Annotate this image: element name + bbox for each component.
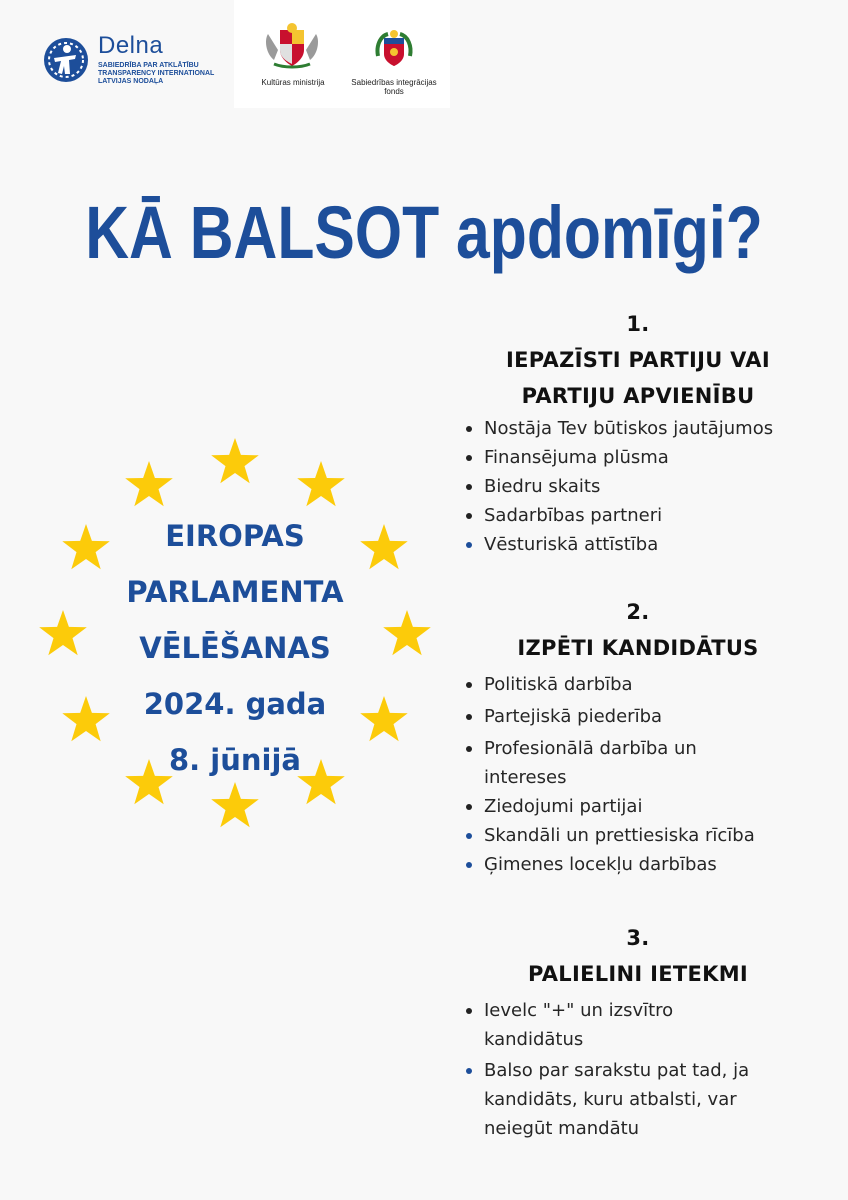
eu-star-icon <box>211 438 259 483</box>
delna-logo <box>42 34 222 94</box>
step-1-section <box>448 306 828 559</box>
delna-subtitle-line: TRANSPARENCY INTERNATIONAL <box>98 70 215 77</box>
list-item: Ģimenes locekļu darbības <box>448 850 828 879</box>
eu-badge-text <box>110 508 360 788</box>
eu-star-icon <box>211 782 259 827</box>
eu-star-icon <box>360 524 408 569</box>
step-number: 3. <box>626 926 650 950</box>
eu-elections-badge <box>30 430 440 840</box>
step-number: 2. <box>626 600 650 624</box>
eu-star-icon <box>39 610 87 655</box>
step-bullet-list <box>448 414 828 559</box>
delna-subtitle-line: LATVIJAS NODAĻA <box>98 78 164 85</box>
list-item: Profesionālā darbība un intereses <box>448 734 744 792</box>
step-heading <box>448 342 828 414</box>
step-heading-line: IZPĒTI KANDIDĀTUS <box>517 636 759 660</box>
step-heading-line: PARTIJU APVIENĪBU <box>521 384 755 408</box>
eu-star-icon <box>360 696 408 741</box>
latvia-coat-of-arms-icon <box>262 20 322 70</box>
list-item: Ievelc "+" un izsvītro kandidātus <box>448 996 716 1054</box>
eu-star-icon <box>297 461 345 506</box>
step-heading <box>448 630 828 666</box>
list-item: Partejiskā piederība <box>448 702 828 731</box>
step-heading-line: IEPAZĪSTI PARTIJU VAI <box>506 348 770 372</box>
list-item: Skandāli un prettiesiska rīcība <box>448 821 828 850</box>
eu-badge-line: VĒLĒŠANAS <box>139 631 331 665</box>
integracijas-fonds-label-line: fonds <box>384 87 404 96</box>
step-number: 1. <box>626 312 650 336</box>
eu-badge-line: 2024. gada <box>143 687 327 721</box>
eu-badge-line: PARLAMENTA <box>126 575 344 609</box>
eu-star-icon <box>125 461 173 506</box>
step-heading-line: PALIELINI IETEKMI <box>527 962 749 986</box>
latvia-small-coat-of-arms-icon <box>372 26 416 70</box>
eu-badge-line: EIROPAS <box>165 519 305 553</box>
integracijas-fonds-label <box>346 78 442 96</box>
eu-star-icon <box>62 524 110 569</box>
list-item: Politiskā darbība <box>448 670 828 699</box>
list-item: Sadarbības partneri <box>448 501 828 530</box>
eu-star-icon <box>62 696 110 741</box>
list-item: Ziedojumi partijai <box>448 792 828 821</box>
government-logos-panel <box>234 0 450 108</box>
eu-badge-line: 8. jūnijā <box>169 743 301 777</box>
page-title: KĀ BALSOT apdomīgi? <box>85 191 763 274</box>
delna-wordmark: Delna <box>98 32 164 59</box>
step-heading <box>448 956 828 992</box>
list-item: Finansējuma plūsma <box>448 443 828 472</box>
delna-person-icon <box>42 36 90 84</box>
step-3-section <box>448 920 828 1143</box>
delna-subtitle-line: SABIEDRĪBA PAR ATKLĀTĪBU <box>98 62 199 69</box>
step-2-section <box>448 594 828 879</box>
list-item: Biedru skaits <box>448 472 828 501</box>
list-item: Vēsturiskā attīstība <box>448 530 828 559</box>
integracijas-fonds-label-line: Sabiedrības integrācijas <box>351 78 437 87</box>
step-bullet-list <box>448 996 828 1143</box>
kulturas-ministrija-label: Kultūras ministrija <box>261 78 325 87</box>
list-item: Nostāja Tev būtiskos jautājumos <box>448 414 828 443</box>
step-bullet-list <box>448 670 828 879</box>
list-item: Balso par sarakstu pat tad, ja kandidāts, kuru atbalsti, var neiegūt mandātu <box>448 1056 780 1143</box>
eu-star-icon <box>383 610 431 655</box>
